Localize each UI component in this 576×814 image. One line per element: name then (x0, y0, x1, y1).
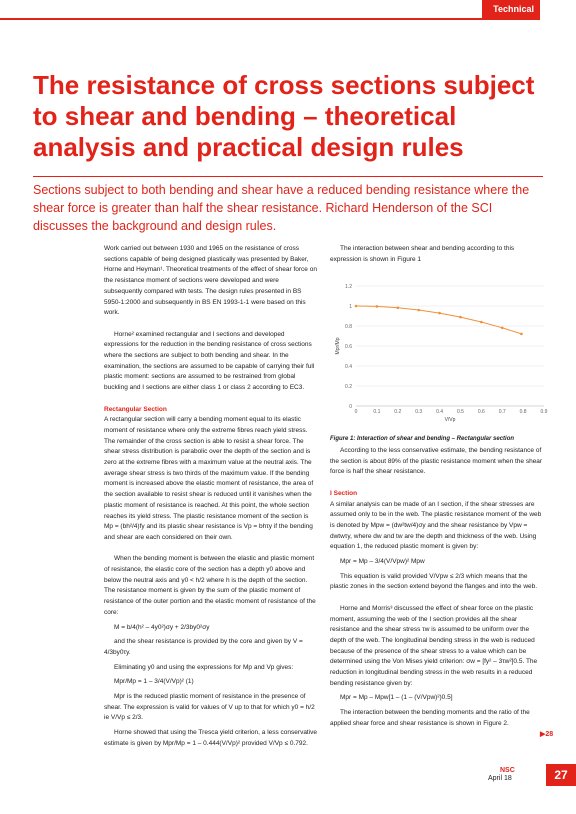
data-point (396, 307, 399, 310)
horne-morris-paragraph: Horne and Morris³ discussed the effect of shear force on the plastic moment, assuming the web of the I section provides all the shear resistance and the shear stress τw is assumed to be uniform over the depth of the web. The longitudinal bending stress in the web is reduced because of the presence of the shear stress to a value which can be determined using the Von Mises yield criterion: σw = [fy² – 3τw²]0.5. The reduction in longitudinal bending stress in the web results in a reduced bending resistance given by: (330, 604, 538, 687)
data-point (438, 312, 441, 315)
section-tab: Technical (482, 0, 540, 18)
data-point (501, 327, 504, 330)
intro-paragraph-2: Horne² examined rectangular and I sections and developed expressions for the reduction in the bending resistance of cross sections where the sections are subject to both bending and shear. In the examination, the sections are assumed to be capable of carrying their full plastic moment: sections are assumed to be restrained from global buckling and I sections are either class 1 or class 2 according to EC3. (104, 330, 315, 392)
rectangular-paragraph-2: When the bending moment is between the elastic and plastic moment of resistance, the elastic core of the section has a depth y0 above and below the neutral axis and y0 < h/2 where h is the depth of the section. The resistance moment is given by the sum of the plastic moment of resistance of the outer portion and the elastic moment of resistance of the core: (104, 555, 316, 616)
interaction-paragraph: The interaction between shear and bending according to this expression is shown in Figure 1 (330, 245, 515, 263)
y-tick-label: 1.2 (345, 283, 352, 290)
data-point (480, 321, 483, 324)
x-tick-label: 0.7 (498, 409, 506, 415)
continued-marker: ▶28 (540, 731, 554, 738)
x-tick-label: 0.5 (456, 409, 464, 415)
left-column (104, 244, 318, 760)
x-tick-label: 0 (354, 409, 358, 415)
x-axis-label: V/Vp (444, 417, 456, 423)
series-line (356, 306, 521, 334)
x-tick-label: 0.3 (415, 409, 423, 415)
equation-2: Mpr/Mp = 1 – 3/4(V/Vp)² (1) (114, 678, 194, 686)
equation-1-after: and the shear resistance is provided by the core and given by V = 4/3by0τy. (104, 638, 303, 656)
y-axis-label: Mpr/Mp (335, 337, 341, 355)
page-number: 27 (546, 764, 576, 786)
tresca-paragraph: Horne showed that using the Tresca yield criterion, a less conservative estimate is given by Mpr/Mp = 1 – 0.444(V/Vp)² provided V/Vp ≤ 0.792. (104, 729, 318, 747)
mpr-paragraph: Mpr is the reduced plastic moment of resistance in the presence of shear. The expression is valid for values of V up to that for which y0 = h/2 ie V/Vp ≤ 2/3. (104, 693, 315, 722)
data-point (459, 316, 462, 319)
final-paragraph: The interaction between the bending moments and the ratio of the applied shear force and shear resistance is shown in Figure 2. (330, 709, 530, 727)
y-tick-label: 0.2 (345, 383, 352, 390)
interaction-chart (330, 280, 550, 432)
equation-4: Mpr = Mp – Mpw[1 – (1 – (V/Vpw)²)0.5] (340, 694, 453, 702)
header-rule (0, 18, 540, 20)
y-tick-label: 1 (349, 303, 352, 310)
data-point (520, 333, 523, 336)
y-tick-label: 0.8 (345, 323, 352, 330)
eliminating-paragraph: Eliminating y0 and using the expressions for Mp and Vp gives: (114, 663, 294, 671)
title-rule (33, 176, 543, 177)
equation-1: M = b/4(h² – 4y0²)σy + 2/3by0²σy (114, 623, 210, 631)
right-column-top (330, 244, 544, 276)
data-point (376, 305, 379, 308)
data-point (355, 305, 358, 308)
i-section-heading: I Section (330, 489, 358, 497)
figure-caption: Figure 1: Interaction of shear and bending – Rectangular section (330, 436, 515, 442)
rectangular-section-heading: Rectangular Section (104, 405, 167, 413)
x-tick-label: 0.2 (394, 409, 402, 415)
i-section-paragraph-1: A similar analysis can be made of an I section, if the shear stresses are assumed only to be in the web. The plastic resistance moment of the web is denoted by Mpw = (dw²tw/4)σy and the shear resistance by Vpw = dwtwτy, where dw and tw are the depth and thickness of the web. Using equation 1, the reduced plastic moment is given by: (330, 500, 542, 551)
x-tick-label: 0.4 (436, 409, 444, 415)
rectangular-paragraph-1: A rectangular section will carry a bending moment equal to its elastic moment of resistance where only the extreme fibres reach yield stress. The remainder of the cross section is able to resist a shear force. The shear stress distribution is parabolic over the depth of the section and is zero at the extreme fibres with a maximum value at the neutral axis. The average shear stress is two thirds of the maximum value. If the bending moment is increased above the elastic moment of resistance, the area of the section available to resist shear is reduced until it vanishes when the plastic moment of resistance is reached. At this point, the whole section reaches its yield stress. The plastic resistance moment of the section is Mp = (bh²/4)fy and its plastic shear resistance is Vp = bhτy if the bending and shear are each considered on their own. (104, 416, 314, 541)
equation-3: Mpr = Mp – 3/4(V/Vpw)² Mpw (340, 558, 425, 566)
article-title: The resistance of cross sections subject to shear and bending – theoretical analysis and practical design rules (33, 70, 535, 162)
standfirst: Sections subject to both bending and shear have a reduced bending resistance where the shear force is greater than half the shear resistance. Richard Henderson of the SCI discusses the background and design rules. (33, 183, 530, 233)
y-tick-label: 0.4 (345, 363, 352, 370)
less-conservative-paragraph: According to the less conservative estimate, the bending resistance of the section is about 89% of the plastic resistance moment when the shear force is half the shear resistance. (330, 447, 543, 476)
data-point (417, 309, 420, 312)
y-tick-label: 0.6 (345, 343, 352, 350)
x-tick-label: 0.1 (373, 409, 381, 415)
y-tick-label: 0 (349, 403, 352, 410)
footer-date: April 18 (488, 775, 512, 782)
x-tick-label: 0.9 (540, 409, 548, 415)
right-column-lower (330, 446, 544, 740)
validity-paragraph: This equation is valid provided V/Vpw ≤ 2/3 which means that the plastic zones in the section extend beyond the flanges and into the web. (330, 572, 538, 591)
intro-paragraph-1: Work carried out between 1930 and 1965 on the resistance of cross sections capable of being designed plastically was presented by Baker, Horne and Heyman¹. Theoretical treatments of the effect of shear force on the resistance moment of sections were developed and were subsequently compared with tests. The design rules presented in BS 5950-1:2000 and subsequently in BS EN 1993-1-1 were based on this work. (104, 245, 317, 317)
footer-magazine: NSC (500, 767, 515, 774)
x-tick-label: 0.6 (477, 409, 485, 415)
x-tick-label: 0.8 (519, 409, 527, 415)
